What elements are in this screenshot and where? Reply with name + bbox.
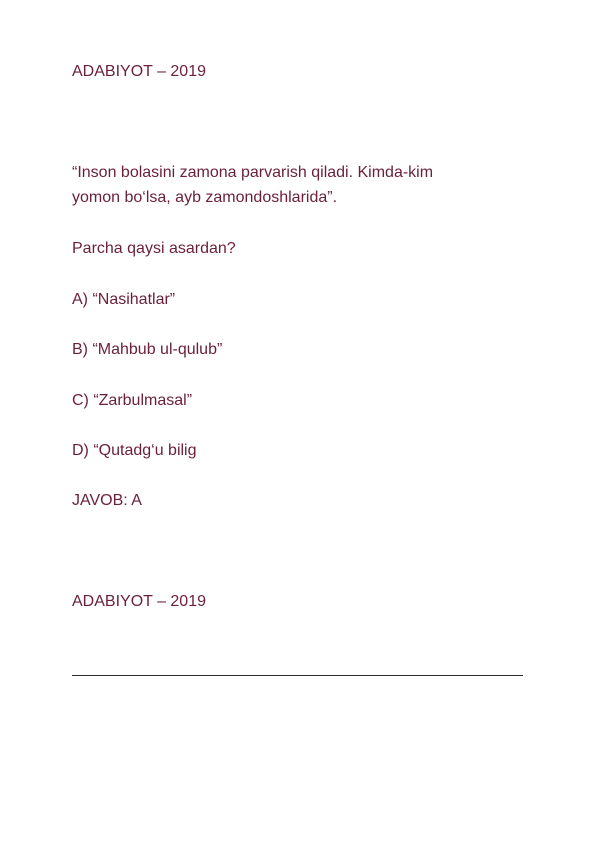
header-title: ADABIYOT – 2019 bbox=[72, 63, 206, 80]
quote-line-2: yomon bo‘lsa, ayb zamondoshlarida”. bbox=[72, 189, 338, 206]
option-d: D) “Qutadg‘u bilig bbox=[72, 442, 197, 459]
question-quote bbox=[72, 160, 512, 210]
question-prompt: Parcha qaysi asardan? bbox=[72, 240, 236, 257]
option-b: B) “Mahbub ul-qulub” bbox=[72, 341, 223, 358]
option-a: A) “Nasihatlar” bbox=[72, 291, 176, 308]
answer-line: JAVOB: A bbox=[72, 492, 142, 509]
footer-title: ADABIYOT – 2019 bbox=[72, 593, 206, 610]
horizontal-rule bbox=[72, 675, 523, 676]
option-c: C) “Zarbulmasal” bbox=[72, 392, 193, 409]
quote-line-1: “Inson bolasini zamona parvarish qiladi. Kimda-kim bbox=[72, 164, 434, 181]
